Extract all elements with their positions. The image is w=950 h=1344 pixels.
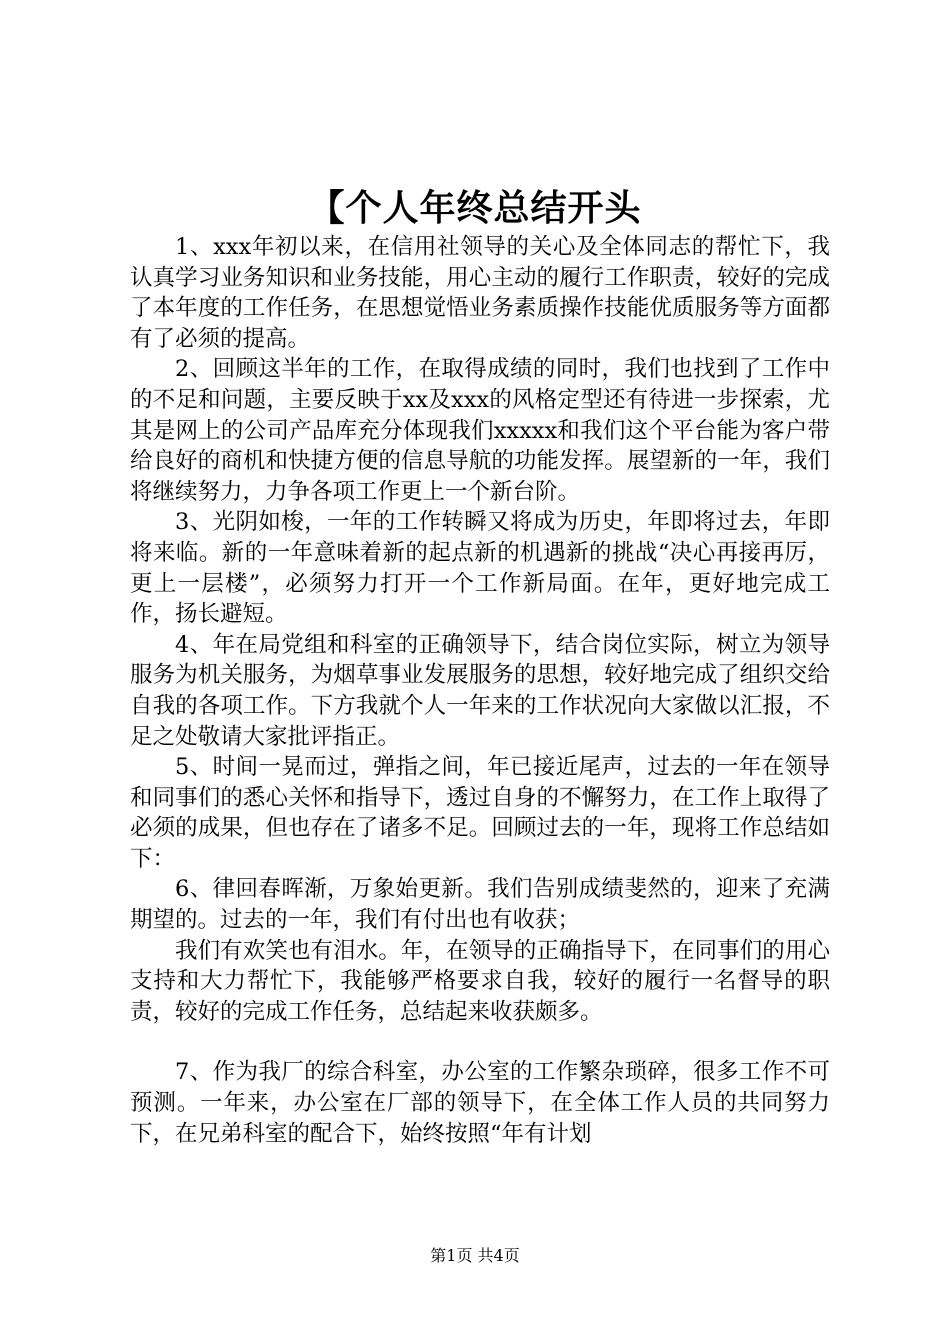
paragraph-2: 2、回顾这半年的工作，在取得成绩的同时，我们也找到了工作中的不足和问题，主要反映于xx及xxx的风格定型还有待进一步探索，尤其是网上的公司产品库充分体现我们xxxxx和我们这个平台能为客户带给良好的商机和快捷方便的信息导航的功能发挥。展望新的一年，我们将继续努力，力争各项工作更上一个新台阶。 [130, 356, 830, 505]
paragraph-5: 5、时间一晃而过，弹指之间，年已接近尾声，过去的一年在领导和同事们的悉心关怀和指导下，透过自身的不懈努力，在工作上取得了必须的成果，但也存在了诸多不足。回顾过去的一年，现将工作总结如下： [130, 754, 830, 872]
paragraph-4: 4、年在局党组和科室的正确领导下，结合岗位实际，树立为领导服务为机关服务，为烟草事业发展服务的思想，较好地完成了组织交给自我的各项工作。下方我就个人一年来的工作状况向大家做以汇报，不足之处敬请大家批评指正。 [130, 631, 830, 750]
document-title: 【个人年终总结开头 [308, 187, 642, 229]
paragraph-7: 7、作为我厂的综合科室，办公室的工作繁杂琐碎，很多工作不可预测。一年来，办公室在厂部的领导下，在全体工作人员的共同努力下，在兄弟科室的配合下，始终按照“年有计划 [130, 1059, 830, 1147]
page-footer: 第1页 共4页 [430, 1246, 520, 1265]
document-body [130, 232, 830, 1149]
paragraph-6: 6、律回春晖渐，万象始更新。我们告别成绩斐然的，迎来了充满期望的。过去的一年，我们有付出也有收获； [130, 876, 830, 934]
paragraph-6-continued: 我们有欢笑也有泪水。年，在领导的正确指导下，在同事们的用心支持和大力帮忙下，我能够严格要求自我，较好的履行一名督导的职责，较好的完成工作任务，总结起来收获颇多。 [130, 937, 830, 1025]
paragraph-1: 1、xxx年初以来，在信用社领导的关心及全体同志的帮忙下，我认真学习业务知识和业务技能，用心主动的履行工作职责，较好的完成了本年度的工作任务，在思想觉悟业务素质操作技能优质服务等方面都有了必须的提高。 [130, 234, 830, 352]
paragraph-3: 3、光阴如梭，一年的工作转瞬又将成为历史，年即将过去，年即将来临。新的一年意味着新的起点新的机遇新的挑战“决心再接再厉，更上一层楼”，必须努力打开一个工作新局面。在年，更好地完成工作，扬长避短。 [130, 509, 830, 628]
